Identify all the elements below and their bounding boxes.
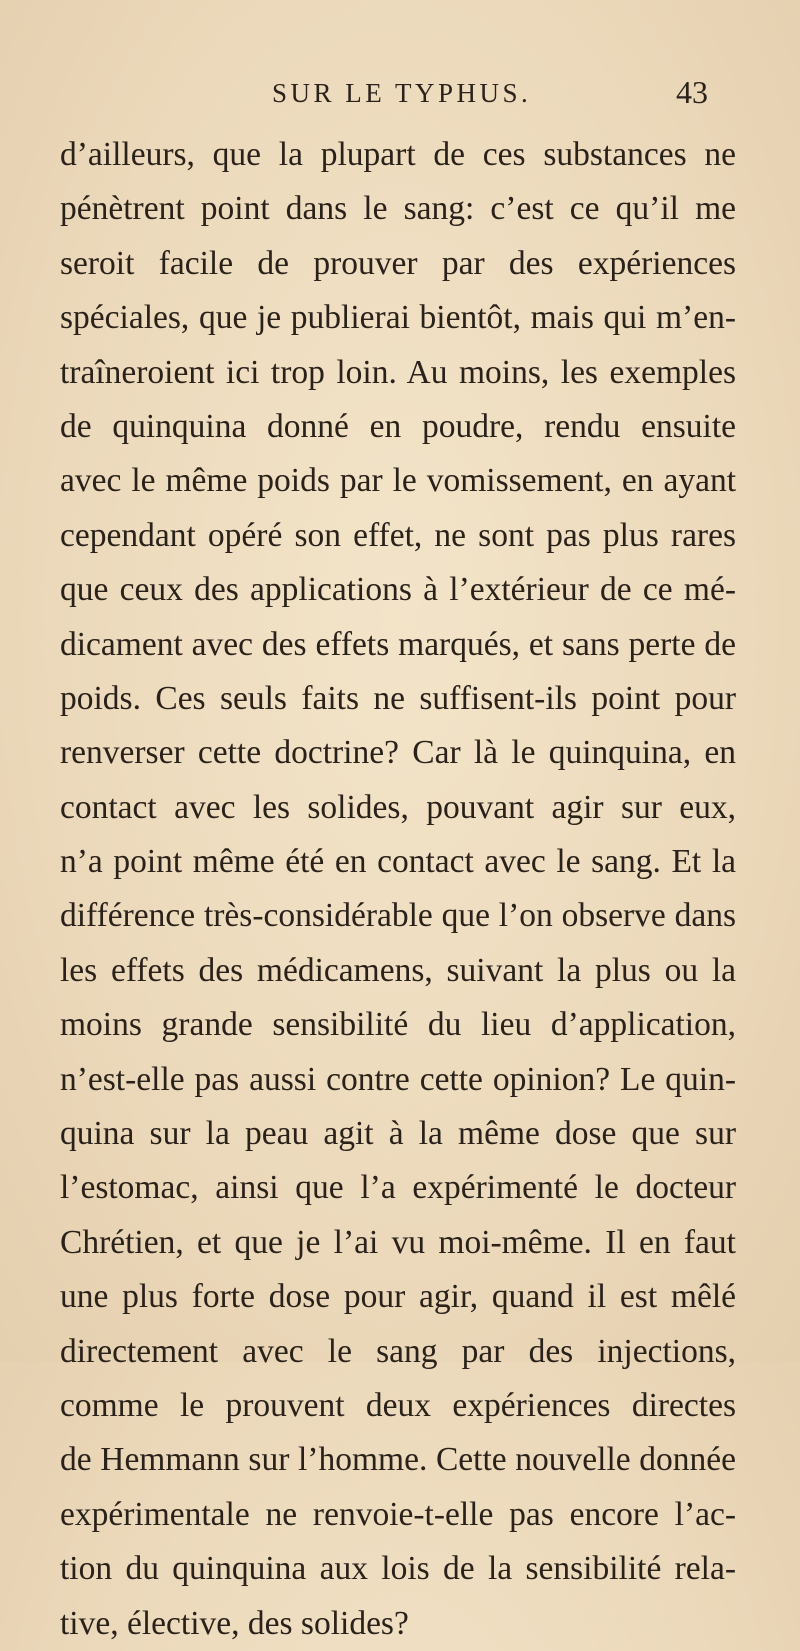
text-line: d’ailleurs, que la plupart de ces substances ne (60, 136, 736, 173)
text-line: n’est-elle pas aussi contre cette opinion? Le quin- (60, 1060, 736, 1098)
text-line: les effets des médicamens, suivant la plus ou la (60, 951, 736, 989)
text-line: poids. Ces seuls faits ne suffisent-ils point pour (60, 679, 736, 717)
text-line: tive, élective, des solides? (60, 1604, 409, 1642)
text-line: n’a point même été en contact avec le sang. Et la (60, 843, 736, 881)
text-line: traîneroient ici trop loin. Au moins, les exemples (60, 353, 736, 391)
page-number: 43 (676, 74, 708, 110)
text-line: différence très-considérable que l’on observe dans (60, 897, 736, 935)
text-line: de Hemmann sur l’homme. Cette nouvelle donnée (60, 1441, 736, 1479)
text-line: une plus forte dose pour agir, quand il est mêlé (60, 1278, 736, 1316)
running-title: SUR LE TYPHUS. (272, 78, 532, 108)
text-line: cependant opéré son effet, ne sont pas plus rares (60, 516, 736, 554)
text-line: renverser cette doctrine? Car là le quinquina, en (60, 734, 736, 772)
text-line: comme le prouvent deux expériences directes (60, 1386, 736, 1424)
text-line: que ceux des applications à l’extérieur de ce mé- (60, 571, 736, 609)
text-line: tion du quinquina aux lois de la sensibilité rela- (60, 1550, 736, 1588)
text-line: l’estomac, ainsi que l’a expérimenté le docteur (60, 1169, 736, 1207)
text-line: expérimentale ne renvoie-t-elle pas encore l’ac- (60, 1495, 736, 1533)
text-line: Chrétien, et que je l’ai vu moi-même. Il en faut (60, 1223, 736, 1261)
text-line: spéciales, que je publierai bientôt, mais qui m’en- (60, 299, 736, 337)
text-line: de quinquina donné en poudre, rendu ensuite (60, 407, 736, 445)
text-line: quina sur la peau agit à la même dose que sur (60, 1115, 736, 1153)
text-line: directement avec le sang par des injections, (60, 1332, 736, 1370)
text-line: seroit facile de prouver par des expériences (60, 244, 736, 282)
text-line: dicament avec des effets marqués, et sans perte de (60, 625, 736, 663)
text-line: contact avec les solides, pouvant agir sur eux, (60, 788, 736, 826)
text-line: avec le même poids par le vomissement, en ayant (60, 462, 736, 500)
text-line: moins grande sensibilité du lieu d’application, (60, 1006, 736, 1044)
running-head (0, 72, 800, 116)
text-line: pénètrent point dans le sang: c’est ce qu’il me (60, 190, 736, 228)
body-text (60, 128, 736, 1651)
